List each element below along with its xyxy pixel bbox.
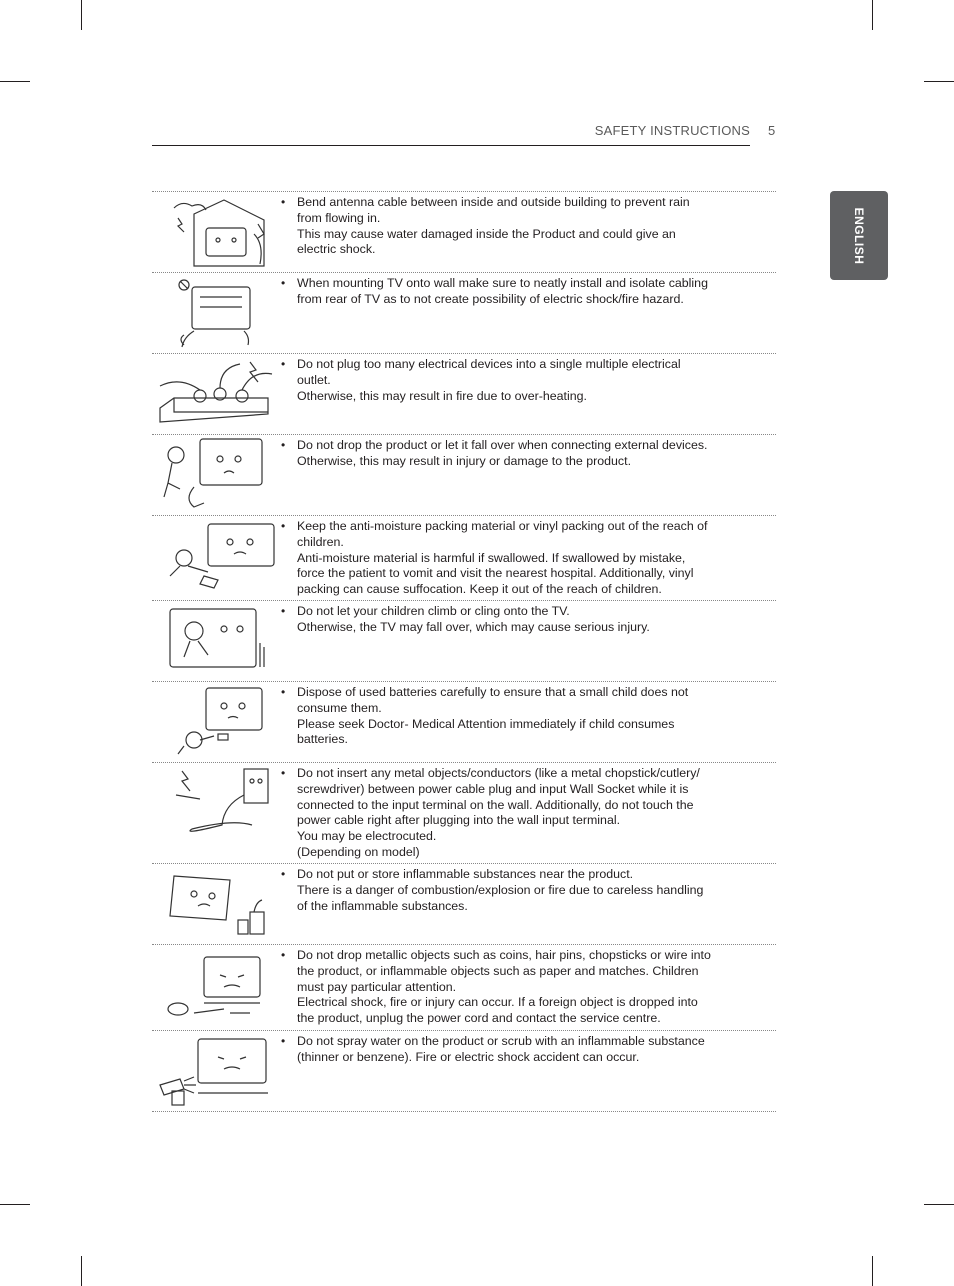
- bullet: •: [281, 438, 286, 452]
- bullet: •: [281, 685, 286, 699]
- bullet: •: [281, 867, 286, 881]
- bullet: •: [281, 604, 286, 618]
- bullet: •: [281, 357, 286, 371]
- spraying-water-on-tv-illustration: [154, 1033, 280, 1107]
- instruction-row: [152, 762, 776, 863]
- wall-mount-cabling-illustration: [154, 275, 280, 349]
- instruction-text: • Do not drop the product or let it fall over when connecting external devices. Otherwise, this may result in injury or damage to the product.: [281, 438, 708, 468]
- instruction-row: [152, 600, 776, 681]
- crop-mark: [0, 81, 30, 82]
- page-header: [152, 121, 750, 146]
- instruction-row: [152, 515, 776, 600]
- instruction-row: [152, 272, 776, 353]
- flammable-substance-near-tv-illustration: [154, 866, 280, 940]
- crop-mark: [924, 1204, 954, 1205]
- instruction-text: • Do not let your children climb or cling onto the TV. Otherwise, the TV may fall over, which may cause serious injury.: [281, 604, 650, 634]
- metallic-objects-dropping-illustration: [154, 947, 280, 1021]
- language-tab-label: ENGLISH: [852, 207, 866, 264]
- page-number: 5: [768, 123, 776, 138]
- language-tab[interactable]: [830, 191, 888, 280]
- instruction-row: [152, 863, 776, 944]
- bullet: •: [281, 766, 286, 780]
- bullet: •: [281, 1034, 286, 1048]
- instruction-row: [152, 1030, 776, 1112]
- instruction-text: • Do not insert any metal objects/conductors (like a metal chopstick/cutlery/ screwdriver) between power cable plug and input Wall Socket while it is connected to the input terminal on the wall. Additionally, do not touch the power cable right after plugging into the wall input terminal. You may be electrocuted. (Depending on model): [281, 766, 700, 859]
- child-swallowing-battery-illustration: [154, 684, 280, 758]
- instruction-text: • Do not drop metallic objects such as coins, hair pins, chopsticks or wire into the product, or inflammable objects such as paper and matches. Children must pay particular attention. Electrical shock, fire or injury can occur. If a foreign object is dropped into the product, unplug the power cord and contact the service centre.: [281, 948, 711, 1026]
- antenna-house-tv-illustration: [154, 194, 280, 268]
- instruction-text: • Do not plug too many electrical devices into a single multiple electrical outlet. Otherwise, this may result in fire due to over-heating.: [281, 357, 681, 403]
- crop-mark: [81, 0, 82, 30]
- instruction-row: [152, 353, 776, 434]
- instruction-row: [152, 191, 776, 272]
- instruction-text: • Dispose of used batteries carefully to ensure that a small child does not consume them. Please seek Doctor- Medical Attention immediately if child consumes batteries.: [281, 685, 689, 747]
- instruction-row: [152, 944, 776, 1030]
- instruction-row: [152, 681, 776, 762]
- bullet: •: [281, 276, 286, 290]
- bullet: •: [281, 948, 286, 962]
- instruction-text: • Keep the anti-moisture packing material or vinyl packing out of the reach of children. Anti-moisture material is harmful if swallowed. If swallowed by mistake, force the patient to vomit and visit the nearest hospital. Additionally, vinyl packing can cause suffocation. Keep it out of the reach of children.: [281, 519, 708, 597]
- overloaded-power-strip-illustration: [154, 356, 280, 430]
- section-title: SAFETY INSTRUCTIONS: [594, 123, 750, 138]
- crop-mark: [872, 1256, 873, 1286]
- instruction-row: [152, 434, 776, 515]
- child-climbing-tv-illustration: [154, 603, 280, 677]
- instruction-text: • When mounting TV onto wall make sure to neatly install and isolate cabling from rear of TV as to not create possibility of electric shock/fire hazard.: [281, 276, 708, 306]
- metal-object-in-socket-illustration: [154, 765, 280, 839]
- instruction-text: • Bend antenna cable between inside and outside building to prevent rain from flowing in. This may cause water damaged inside the Product and could give an electric shock.: [281, 195, 690, 257]
- bullet: •: [281, 195, 286, 209]
- child-pulling-tv-cable-illustration: [154, 437, 280, 511]
- instruction-text: • Do not spray water on the product or scrub with an inflammable substance (thinner or benzene). Fire or electric shock accident can occur.: [281, 1034, 705, 1064]
- crop-mark: [0, 1204, 30, 1205]
- crop-mark: [81, 1256, 82, 1286]
- crop-mark: [872, 0, 873, 30]
- bullet: •: [281, 519, 286, 533]
- child-with-packing-illustration: [154, 518, 280, 592]
- instruction-text: • Do not put or store inflammable substances near the product. There is a danger of combustion/explosion or fire due to careless handling of the inflammable substances.: [281, 867, 704, 913]
- crop-mark: [924, 81, 954, 82]
